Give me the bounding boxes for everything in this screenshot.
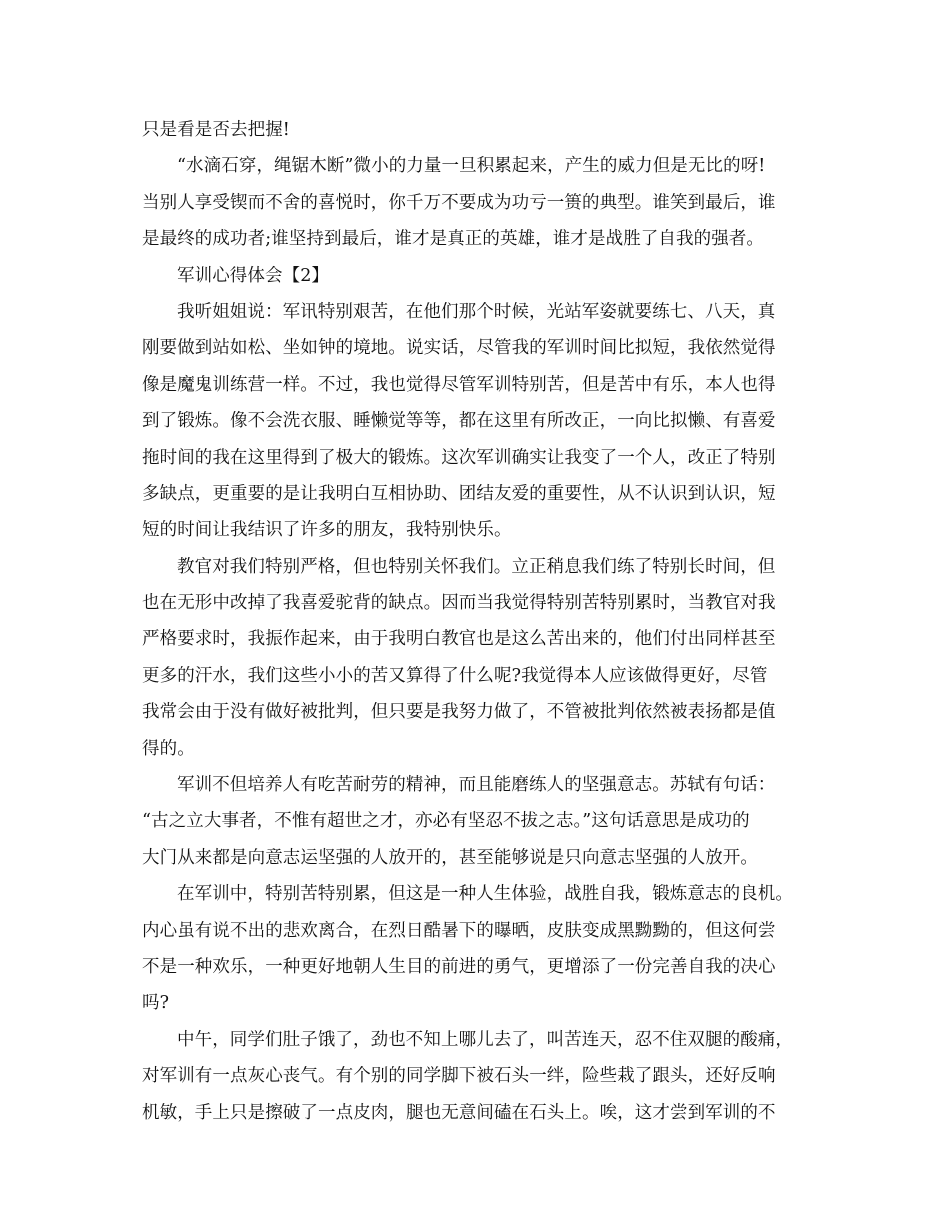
text-line: 到了锻炼。像不会洗衣服、睡懒觉等等，都在这里有所改正，一向比拟懒、有喜爱 (142, 411, 776, 432)
text-line: 是最终的成功者;谁坚持到最后，谁才是真正的英雄，谁才是战胜了自我的强者。 (142, 229, 764, 250)
text-line: “古之立大事者，不惟有超世之才，亦必有坚忍不拔之志。”这句话意思是成功的 (142, 811, 750, 832)
text-line: 严格要求时，我振作起来，由于我明白教官也是这么苦出来的，他们付出同样甚至 (142, 629, 776, 650)
text-line: 大门从来都是向意志运坚强的人放开的，甚至能够说是只向意志坚强的人放开。 (142, 847, 758, 868)
text-line: 对军训有一点灰心丧气。有个别的同学脚下被石头一绊，险些栽了跟头，还好反响 (142, 1066, 776, 1087)
text-line: 军训心得体会【2】 (177, 265, 330, 286)
text-line: 内心虽有说不出的悲欢离合，在烈日酷暑下的曝晒，皮肤变成黑黝黝的，但这何尝 (142, 920, 776, 941)
text-line: “水滴石穿，绳锯木断”微小的力量一旦积累起来，产生的威力但是无比的呀! (177, 156, 766, 177)
document-body (142, 112, 815, 1131)
text-line: 得的。 (142, 738, 195, 759)
text-line: 我常会由于没有做好被批判，但只要是我努力做了，不管被批判依然被表扬都是值 (142, 702, 776, 723)
text-line: 刚要做到站如松、坐如钟的境地。说实话，尽管我的军训时间比拟短，我依然觉得 (142, 338, 776, 359)
text-line: 短的时间让我结识了许多的朋友，我特别快乐。 (142, 520, 512, 541)
text-line: 多缺点，更重要的是让我明白互相协助、团结友爱的重要性，从不认识到认识，短 (142, 483, 776, 504)
text-line: 教官对我们特别严格，但也特别关怀我们。立正稍息我们练了特别长时间，但 (177, 556, 776, 577)
text-line: 也在无形中改掉了我喜爱驼背的缺点。因而当我觉得特别苦特别累时，当教官对我 (142, 593, 776, 614)
text-line: 机敏，手上只是擦破了一点皮肉，腿也无意间磕在石头上。唉，这才尝到军训的不 (142, 1102, 776, 1123)
text-line: 不是一种欢乐，一种更好地朝人生目的前进的勇气，更增添了一份完善自我的决心 (142, 956, 776, 977)
text-line: 我听姐姐说：军讯特别艰苦，在他们那个时候，光站军姿就要练七、八天，真 (177, 301, 776, 322)
text-line: 吗? (142, 993, 170, 1014)
text-line: 像是魔鬼训练营一样。不过，我也觉得尽管军训特别苦，但是苦中有乐，本人也得 (142, 374, 776, 395)
text-line: 在军训中，特别苦特别累，但这是一种人生体验，战胜自我，锻炼意志的良机。 (177, 884, 793, 905)
text-line: 只是看是否去把握! (142, 120, 290, 140)
text-line: 中午，同学们肚子饿了，劲也不知上哪儿去了，叫苦连天，忍不住双腿的酸痛， (177, 1029, 793, 1050)
text-line: 当别人享受锲而不舍的喜悦时，你千万不要成为功亏一篑的典型。谁笑到最后，谁 (142, 192, 776, 213)
text-line: 更多的汗水，我们这些小小的苦又算得了什么呢?我觉得本人应该做得更好，尽管 (142, 665, 768, 686)
text-line: 军训不但培养人有吃苦耐劳的精神，而且能磨练人的坚强意志。苏轼有句话： (177, 775, 776, 796)
text-line: 拖时间的我在这里得到了极大的锻炼。这次军训确实让我变了一个人，改正了特别 (142, 447, 776, 468)
